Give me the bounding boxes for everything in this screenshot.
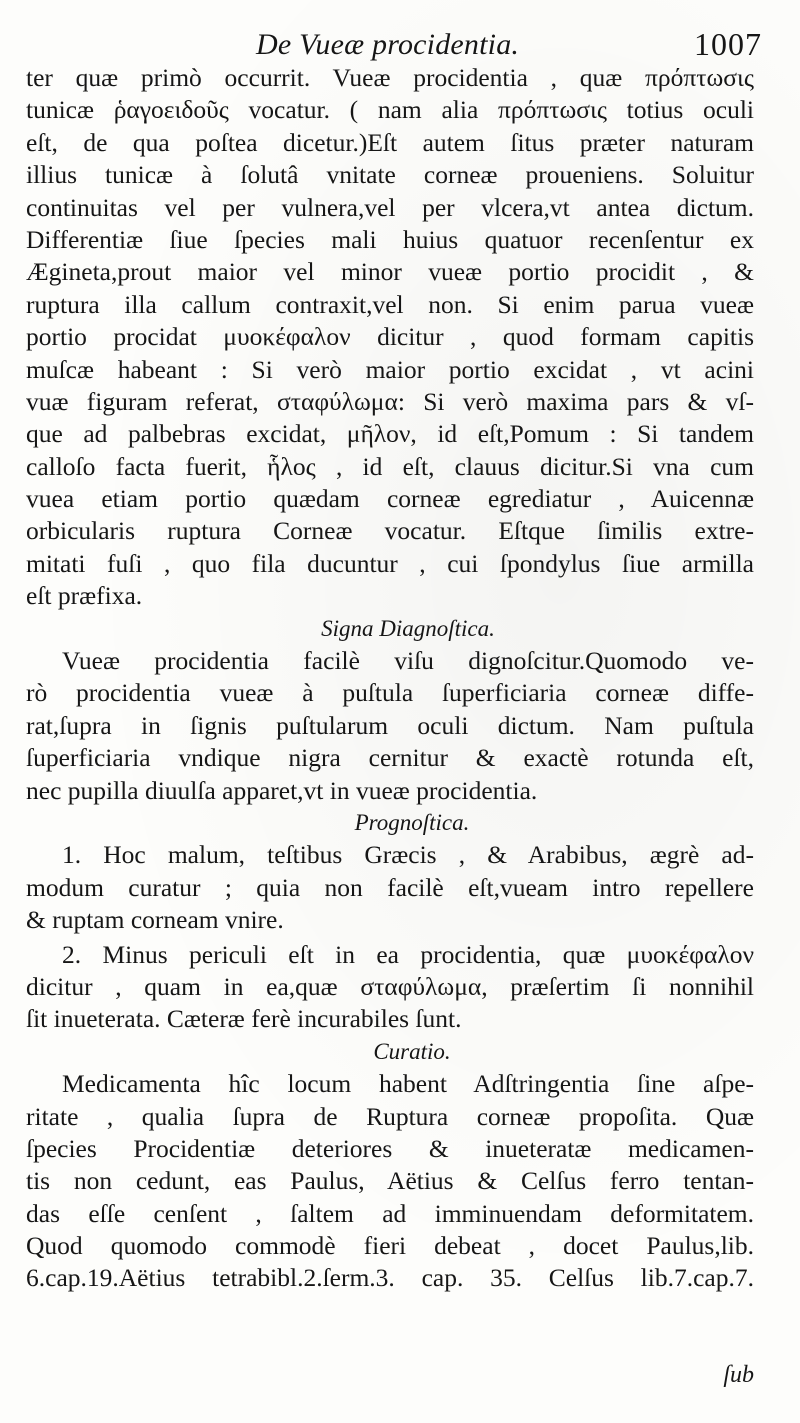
text-line: modum curatur ; quia non facilè eſt,vueam intro repellere <box>26 872 754 902</box>
text-line: calloſo facta fuerit, ἧλος , id eſt, clauus dicitur.Si vna cum <box>26 451 754 481</box>
text-line: ruptura illa callum contraxit,vel non. Si enim parua vueæ <box>26 289 754 319</box>
text-line: Differentiæ ſiue ſpecies mali huius quatuor recenſentur ex <box>26 224 754 254</box>
paragraph-vueae-procidentia <box>26 62 754 613</box>
text-line: eſt præfixa. <box>26 581 143 611</box>
section-heading-signa-diagnostica: Signa Diagnoſtica. <box>321 615 495 641</box>
text-line: continuitas vel per vulnera,vel per vlcera,vt antea dictum. <box>26 192 754 222</box>
text-line: tunicæ ῥαγοειδοῦς vocatur. ( nam alia πρόπτωσις totius oculi <box>26 95 754 125</box>
text-line: ſuperficiaria vndique nigra cernitur & exactè rotunda eſt, <box>26 743 754 773</box>
prognostica-item-1 <box>26 839 754 936</box>
text-line: Ægineta,prout maior vel minor vueæ portio procidit , & <box>26 257 754 287</box>
text-line: eſt, de qua poſtea dicetur.)Eſt autem ſitus præter naturam <box>26 127 754 157</box>
text-line: orbicularis ruptura Corneæ vocatur. Eſtque ſimilis extre- <box>26 516 754 546</box>
text-line: que ad palbebras excidat, μῆλον, id eſt,Pomum : Si tandem <box>26 419 754 449</box>
section-heading-prognostica: Prognoſtica. <box>354 809 470 835</box>
text-line: ter quæ primò occurrit. Vueæ procidentia , quæ πρόπτωσις <box>26 63 754 92</box>
text-line: vuæ figuram referat, σταφύλωμα: Si verò maxima pars & vſ- <box>26 386 754 416</box>
text-line: Quod quomodo commodè fieri debeat , docet Paulus,lib. <box>26 1231 754 1261</box>
text-line: illius tunicæ à ſolutâ vnitate corneæ proueniens. Soluitur <box>26 160 754 190</box>
text-line: muſcæ habeant : Si verò maior portio excidat , vt acini <box>26 354 754 384</box>
running-title: De Vueæ procidentia. <box>256 28 520 61</box>
text-line: vuea etiam portio quædam corneæ egrediatur , Auicennæ <box>26 484 754 514</box>
catchword: ſub <box>723 1362 754 1388</box>
page-header <box>26 0 762 62</box>
text-line: das eſſe cenſent , ſaltem ad imminuendam deformitatem. <box>26 1198 754 1228</box>
section-heading-curatio: Curatio. <box>373 1038 451 1064</box>
text-line: rò procidentia vueæ à puſtula ſuperficiaria corneæ diffe- <box>26 678 754 708</box>
paragraph-signa-diagnostica <box>26 645 754 807</box>
text-line: ritate , qualia ſupra de Ruptura corneæ propoſita. Quæ <box>26 1101 754 1131</box>
text-line: rat,ſupra in ſignis puſtularum oculi dictum. Nam puſtula <box>26 710 754 740</box>
paragraph-curatio <box>26 1068 754 1295</box>
page-number: 1007 <box>694 26 762 62</box>
text-line: 6.cap.19.Aëtius tetrabibl.2.ſerm.3. cap. 35. Celſus lib.7.cap.7. <box>26 1263 754 1293</box>
text-line: 1. Hoc malum, teſtibus Græcis , & Arabibus, ægrè ad- <box>62 840 754 870</box>
text-line: nec pupilla diuulſa apparet,vt in vueæ procidentia. <box>26 775 538 805</box>
text-line: tis non cedunt, eas Paulus, Aëtius & Celſus ferro tentan- <box>26 1166 754 1196</box>
text-line: Vueæ procidentia facilè viſu dignoſcitur.Quomodo ve- <box>62 646 754 676</box>
text-line: ſit inueterata. Cæteræ ferè incurabiles ſunt. <box>26 1004 462 1034</box>
text-line: 2. Minus periculi eſt in ea procidentia, quæ μυοκέφαλον <box>62 939 754 969</box>
text-line: portio procidat μυοκέφαλον dicitur , quod formam capitis <box>26 322 754 352</box>
text-line: Medicamenta hîc locum habent Adſtringentia ſine aſpe- <box>62 1069 754 1099</box>
prognostica-item-2 <box>26 939 754 1036</box>
text-line: & ruptam corneam vnire. <box>26 905 284 935</box>
text-line: ſpecies Procidentiæ deteriores & inueteratæ medicamen- <box>26 1133 754 1163</box>
text-line: dicitur , quam in ea,quæ σταφύλωμα, præſertim ſi nonnihil <box>26 971 754 1001</box>
text-line: mitati fuſi , quo fila ducuntur , cui ſpondylus ſiue armilla <box>26 548 754 578</box>
